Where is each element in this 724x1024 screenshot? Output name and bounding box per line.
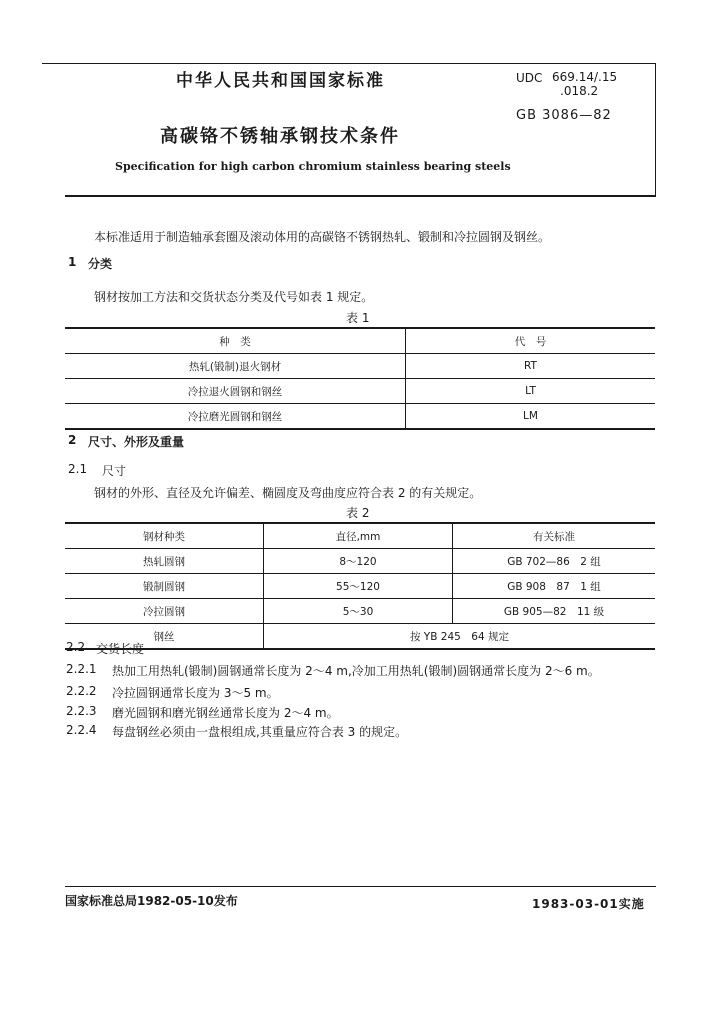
section-2-number: 2 xyxy=(68,433,77,447)
table-cell: 热轧(锻制)退火钢材 xyxy=(65,354,406,379)
udc-code-continued: .018.2 xyxy=(560,84,599,98)
table-header-row xyxy=(65,328,655,354)
section-2-1-number: 2.1 xyxy=(68,462,88,476)
section-1-number: 1 xyxy=(68,255,77,269)
table-1 xyxy=(65,327,655,430)
document-title: 高碳铬不锈轴承钢技术条件 xyxy=(160,126,400,147)
table-row xyxy=(65,404,655,430)
table-cell: 冷拉磨光圆钢和钢丝 xyxy=(187,410,283,423)
table-cell: 热轧圆钢 xyxy=(65,549,264,574)
table-row xyxy=(65,574,655,599)
clause-text: 每盘钢丝必须由一盘根组成,其重量应符合表 3 的规定。 xyxy=(112,725,408,739)
table-cell: LM xyxy=(406,404,656,430)
table-cell: 按 YB 245 64 规定 xyxy=(264,624,656,650)
table-header-row xyxy=(65,523,655,549)
right-rule xyxy=(655,63,656,195)
clause-text: 热加工用热轧(锻制)圆钢通常长度为 2～4 m,冷加工用热轧(锻制)圆钢通常长度为 2～6 m。 xyxy=(112,664,600,678)
table-1-header-code: 代 号 xyxy=(406,328,656,354)
table-cell: GB 905—82 11 级 xyxy=(453,599,656,624)
issue-date: 国家标准总局1982-05-10发布 xyxy=(65,894,238,908)
section-1-text: 钢材按加工方法和交货状态分类及代号如表 1 规定。 xyxy=(94,290,374,304)
intro-paragraph: 本标准适用于制造轴承套圈及滚动体用的高碳铬不锈钢热轧、锻制和冷拉圆钢及钢丝。 xyxy=(94,230,551,244)
table-row xyxy=(65,624,655,650)
table-cell: GB 702—86 2 组 xyxy=(453,549,656,574)
table-cell: 5～30 xyxy=(264,599,453,624)
table-cell: 8～120 xyxy=(264,549,453,574)
table-cell: GB 908 87 1 组 xyxy=(453,574,656,599)
table-cell: LT xyxy=(406,379,656,404)
table-1-caption: 表 1 xyxy=(346,311,370,325)
section-2-2-title: 交货长度 xyxy=(96,642,145,656)
clause-text: 冷拉圆钢通常长度为 3～5 m。 xyxy=(112,686,279,700)
table-cell: 钢丝 xyxy=(153,630,175,643)
table-row xyxy=(65,599,655,624)
section-2-1-text: 钢材的外形、直径及允许偏差、椭圆度及弯曲度应符合表 2 的有关规定。 xyxy=(94,486,482,500)
table-cell: 锻制圆钢 xyxy=(65,574,264,599)
table-row xyxy=(65,354,655,379)
table-cell: 冷拉退火圆钢和钢丝 xyxy=(65,379,406,404)
clause-number: 2.2.4 xyxy=(66,723,97,737)
section-2-2-number: 2.2 xyxy=(66,640,86,654)
table-2-header-type: 钢材种类 xyxy=(65,523,264,549)
top-rule xyxy=(42,63,656,64)
table-1-header-type: 种 类 xyxy=(65,328,406,354)
udc-code: 669.14/.15 xyxy=(552,70,618,84)
table-row xyxy=(65,549,655,574)
clause-number: 2.2.2 xyxy=(66,684,97,698)
section-1-title: 分类 xyxy=(88,257,113,271)
clause-number: 2.2.1 xyxy=(66,662,97,676)
clause-text: 磨光圆钢和磨光钢丝通常长度为 2～4 m。 xyxy=(112,706,339,720)
table-cell: RT xyxy=(406,354,656,379)
table-2 xyxy=(65,522,655,650)
table-2-header-standard: 有关标准 xyxy=(453,523,656,549)
footer-rule xyxy=(65,886,656,887)
section-2-1-title: 尺寸 xyxy=(102,464,127,478)
table-row xyxy=(65,379,655,404)
gb-code: GB 3086—82 xyxy=(516,108,612,123)
title-rule xyxy=(65,195,656,197)
table-2-header-diameter: 直径,mm xyxy=(264,523,453,549)
table-cell: 55～120 xyxy=(264,574,453,599)
udc-label: UDC xyxy=(516,71,543,85)
effective-date: 1983-03-01实施 xyxy=(532,897,645,911)
clause-number: 2.2.3 xyxy=(66,704,97,718)
table-cell: 冷拉圆钢 xyxy=(65,599,264,624)
table-2-caption: 表 2 xyxy=(346,506,370,520)
organization-heading: 中华人民共和国国家标准 xyxy=(176,71,385,91)
section-2-title: 尺寸、外形及重量 xyxy=(88,435,185,449)
document-title-english: Specification for high carbon chromium stainless bearing steels xyxy=(115,160,511,173)
